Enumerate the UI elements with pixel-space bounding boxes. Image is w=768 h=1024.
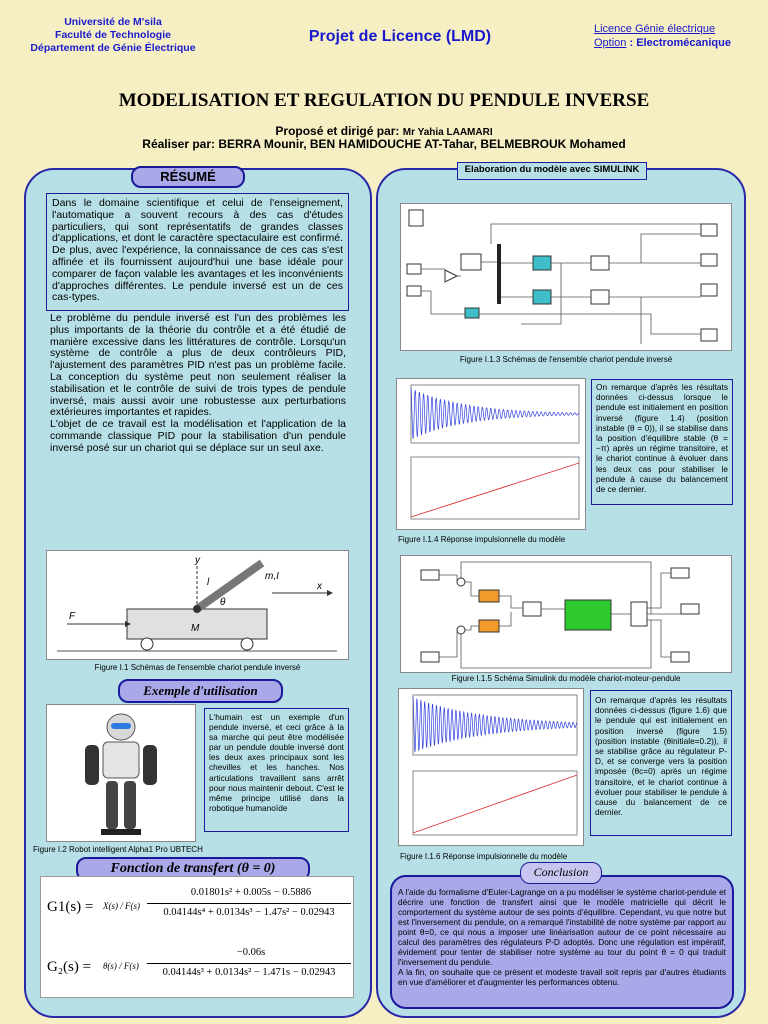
g2-frac: θ(s) / F(s) (103, 961, 139, 971)
transfer-functions (40, 876, 354, 998)
faculty-name: Faculté de Technologie (55, 29, 171, 41)
label-y: y (195, 555, 200, 566)
response-plot-1 (396, 378, 586, 530)
g1-frac: X(s) / F(s) (103, 901, 140, 911)
g2-numerator: −0.06s (236, 947, 266, 958)
fig13-caption: Figure I.1.3 Schémas de l'ensemble chariot pendule inversé (459, 355, 673, 364)
supervisor-name: Mr Yahia LAAMARI (402, 127, 493, 138)
simulink-diagram-2 (400, 555, 732, 673)
conclusion-paragraph-2: A la fin, on souhaite que ce présent et modeste travail soit repris par d'autres étudiants en vue d'améliorer et d'augmenter les performances obtenu. (398, 967, 726, 987)
exemple-heading: Exemple d'utilisation (118, 679, 283, 703)
university-name: Université de M'sila (64, 16, 162, 28)
label-theta: θ (220, 597, 226, 608)
option-label: Option (594, 37, 627, 49)
simulink-heading: Elaboration du modèle avec SIMULINK (457, 162, 647, 180)
response-plot-2 (398, 688, 584, 846)
label-l: l (207, 577, 210, 588)
conclusion-box (390, 875, 734, 1009)
note-1-text: On remarque d'après les résultats données ci-dessus lorsque le pendule est initialement en position inversé (figure 1.4) (position instable (θ = 0)), il se stabilise dans la position d'équilibre stable (θ = −π) après un régime transitoire, et le chariot continue à évoluer dans les deux cas pour stabiliser le pendule à cause du balancement de ce dernier. (596, 382, 728, 495)
note-box-2 (590, 690, 732, 836)
resume-paragraph-3: L'objet de ce travail est la modélisation et l'application de la commande classique PID pour la stabilisation d'un pendule inversé posé sur un chariot qui se déplace sur un seul axe. (50, 418, 346, 454)
proposed-by (0, 124, 768, 138)
conclusion-heading: Conclusion (520, 862, 602, 884)
conclusion-paragraph-1: A l'aide du formalisme d'Euler-Lagrange on a pu modéliser le système chariot-pendule et décrire une fonction de transfert ainsi que le modèle matricielle qui décrit le comportement du système autour de ses points d'équilibre. Cependant, vu que notre but est l'inversement du pendule, on a remarqué l'instabilité de notre système par rapport au point θ=0, ce qui nous a imposer une linéarisation autour de ce point nécessaire au calcul des paramètres des régulateurs P-D adoptés. Donc une régulation est impératif, évidement pour tenter de stabiliser notre système au tour du point θ = 0 qui traduit l'inversement du pendule. (398, 887, 726, 967)
cart-pendulum-figure (46, 550, 349, 660)
g1-fraction-bar (147, 903, 351, 904)
resume-paragraph-2: Le problème du pendule inversé est l'un des problèmes les plus importants de la théorie du contrôle et a été étudié de manière excessive dans les littératures de contrôle. Lorsqu'un système de contrôle a plus de deux contrôleurs PID, l'ajustement des paramètres PID n'est pas un problème facile. La conception du système peut non seulement réaliser la stabilisation et le contrôle de suivi de trois types de pendule inversé, mais aussi avoir une robustesse aux perturbations extérieures importantes et rapides. (50, 312, 346, 419)
resume-box (46, 193, 349, 311)
label-mI: m,I (265, 571, 279, 582)
transfer-heading: Fonction de transfert (θ = 0) (76, 857, 310, 881)
proposed-prefix: Proposé et dirigé par: (275, 124, 400, 138)
fig1-caption: Figure I.1 Schémas de l'ensemble chariot pendule inversé (94, 663, 301, 672)
department-name: Département de Génie Électrique (30, 42, 196, 54)
g1-denominator: 0.04144s⁴ + 0.0134s³ − 1.47s² − 0.02943 (163, 907, 335, 918)
note-2-text: On remarque d'après les résultats données ci-dessus (figure 1.6) que le pendule qui est initialement en position inversé (figure 1.5) (position instable (θinitiale=0.2)), il se stabilise grâce au régulateur P-D, et se converge vers la position imposée (θc=0) après un régime transitoire, et le chariot continue à évoluer pour stabiliser le pendule à cause du balancement de ce dernier. (595, 695, 727, 818)
resume-text (50, 313, 346, 455)
resume-paragraph-1: Dans le domaine scientifique et celui de l'enseignement, l'automatique a souvent recours à des cas d'études particuliers, qui sont représentatifs de grandes classes d'applications, et dont le caractère spectaculaire est confirmé. De plus, avec l'expérience, la connaissance de ces cas s'est affinée et ils fournissent aujourd'hui une base idéale pour comparer de façon valable les avantages et les inconvénients d'approches différentes. Le pendule inversé est un de ces cas-types. (52, 197, 343, 304)
label-F: F (69, 611, 76, 622)
fig16-caption: Figure I.1.6 Réponse impulsionnelle du modèle (400, 852, 568, 861)
robot-image (46, 704, 196, 842)
robot-caption: Figure I.2 Robot intelligent Alpha1 Pro UBTECH (33, 845, 203, 854)
project-label: Projet de Licence (LMD) (308, 28, 492, 45)
g2-fraction-bar (147, 963, 351, 964)
licence-label: Licence Génie électrique (594, 23, 716, 35)
g1-lhs: G1(s) = (47, 899, 94, 915)
university-header (8, 16, 218, 55)
exemple-text: L'humain est un exemple d'un pendule inversé, et ceci grâce à la sa marche qui peut être modélisée par un pendule double inversé dont les deux axes principaux sont les chevilles et les hanches. Nos articulations travaillent sans arrêt pour nous maintenir debout. C'est le même principe utilisé dans la robotique humanoïde (209, 712, 344, 813)
label-x: x (317, 581, 322, 592)
resume-heading: RÉSUMÉ (131, 166, 245, 188)
fig15-caption: Figure I.1.5 Schéma Simulink du modèle chariot-moteur-pendule (451, 674, 681, 683)
exemple-box (204, 708, 349, 832)
poster-title: MODELISATION ET REGULATION DU PENDULE INVERSE (118, 90, 650, 111)
option-value: : Electromécanique (629, 37, 731, 49)
authors: Réaliser par: BERRA Mounir, BEN HAMIDOUCHE AT-Tahar, BELMEBROUK Mohamed (142, 137, 626, 151)
g2-denominator: 0.04144s³ + 0.0134s² − 1.471s − 0.02943 (162, 967, 336, 978)
g2-lhs: G₂(s) = (47, 959, 92, 975)
fig14-caption: Figure I.1.4 Réponse impulsionnelle du modèle (398, 535, 566, 544)
note-box-1 (591, 379, 733, 505)
label-M: M (191, 623, 200, 634)
simulink-diagram-1 (400, 203, 732, 351)
licence-info (594, 22, 764, 50)
g1-numerator: 0.01801s² + 0.005s − 0.5886 (190, 887, 312, 898)
